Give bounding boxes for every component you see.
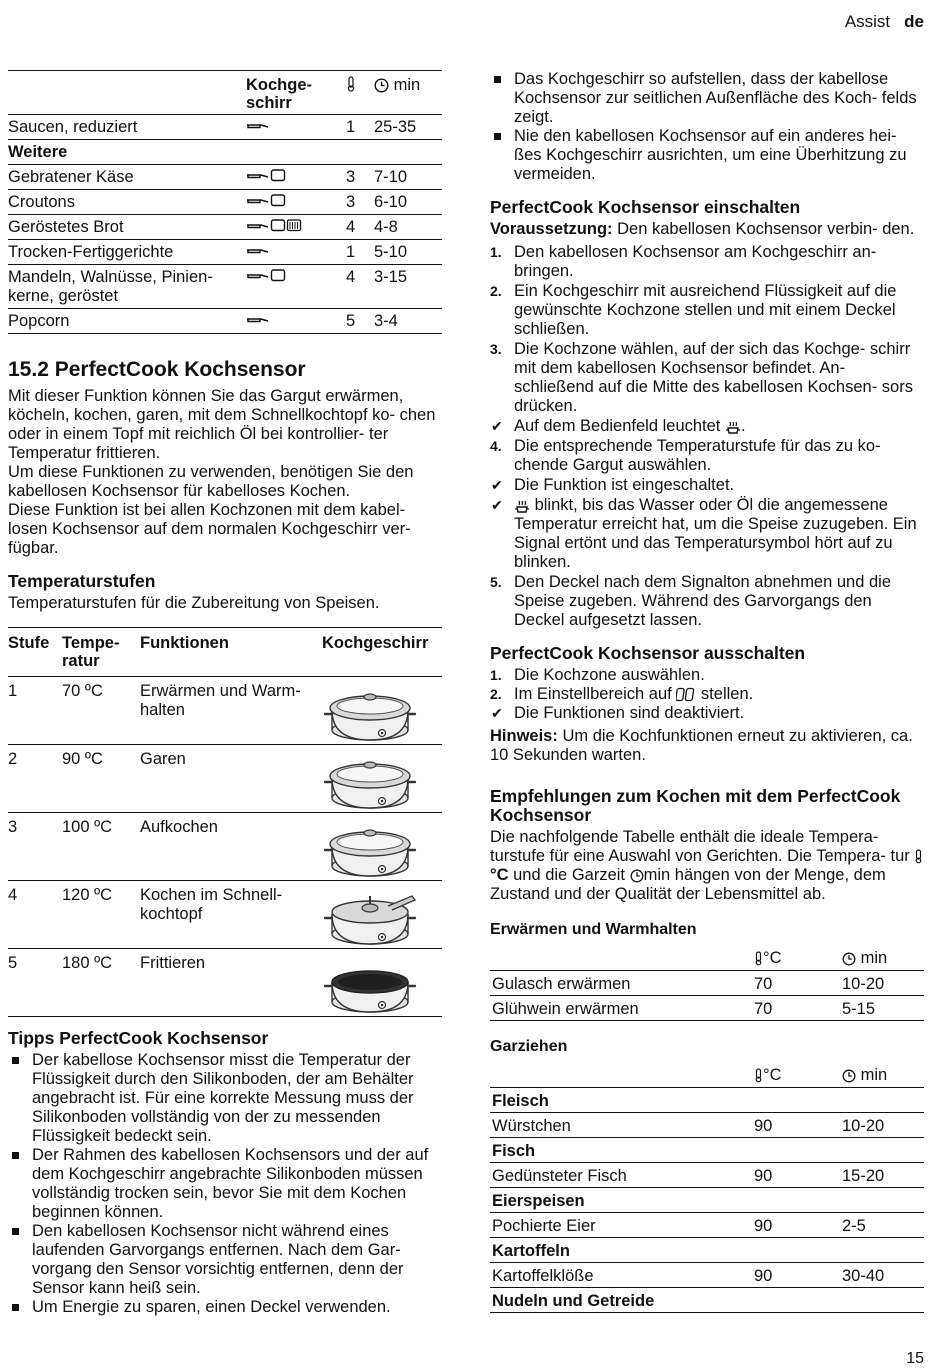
check-item: ✔ blinkt, bis das Wasser oder Öl die angemessene Temperatur erreicht hat, um die Speise zuzugeben. Ein Signal ertönt und das Temperatursymbol hört auf zu blinken. bbox=[491, 496, 917, 571]
temperature: 70 bbox=[752, 971, 840, 996]
dish-name: Kartoffelklöße bbox=[490, 1263, 752, 1288]
pan-icon bbox=[246, 118, 270, 136]
tip-item: Der kabellose Kochsensor misst die Temperatur der Flüssigkeit durch den Silikonboden, der am Behälter angebracht ist. Für eine korrekte Messung muss der Silikonboden vollständig von der zu messenden Flüssigkeit bedeckt sein. bbox=[8, 1051, 442, 1146]
checkmark-icon: ✔ bbox=[491, 497, 503, 513]
level: 4 bbox=[346, 215, 374, 240]
time: 25-35 bbox=[374, 115, 442, 140]
thermometer-icon bbox=[914, 849, 923, 864]
level: 3 bbox=[346, 165, 374, 190]
thermometer-icon bbox=[754, 1068, 763, 1083]
vessel-cell bbox=[246, 265, 346, 309]
vessel-cell bbox=[246, 165, 346, 190]
warm-table-body bbox=[490, 971, 924, 1021]
level: 5 bbox=[346, 309, 374, 334]
group-row bbox=[490, 1088, 924, 1113]
sensor-cooking-icon bbox=[514, 496, 530, 514]
placement-bullets bbox=[490, 70, 924, 184]
tips-list bbox=[8, 1051, 442, 1317]
table-row bbox=[490, 971, 924, 996]
table-row bbox=[8, 309, 442, 334]
page-number: 15 bbox=[906, 1350, 924, 1367]
enable-title: PerfectCook Kochsensor einschalten bbox=[490, 197, 801, 217]
temp-row bbox=[8, 881, 442, 949]
col-func: Funktionen bbox=[140, 634, 229, 652]
vessel-cell bbox=[246, 309, 346, 334]
pan-icon bbox=[246, 243, 270, 261]
temp-row bbox=[8, 677, 442, 745]
temp-row bbox=[8, 745, 442, 813]
left-column bbox=[8, 70, 442, 1317]
stufe: 3 bbox=[8, 813, 62, 881]
temperature: 120 ºC bbox=[62, 881, 140, 949]
temp-levels-table bbox=[8, 627, 442, 1017]
group-row bbox=[490, 1138, 924, 1163]
temp-table-body bbox=[8, 677, 442, 1017]
thermometer-icon bbox=[754, 951, 763, 966]
pan-lid-grill-icon bbox=[246, 218, 302, 236]
cook-level-table bbox=[8, 70, 442, 334]
table-row bbox=[8, 265, 442, 309]
tip-item: Um Energie zu sparen, einen Deckel verwenden. bbox=[8, 1298, 442, 1317]
enable-steps bbox=[490, 243, 924, 630]
temp-row bbox=[8, 949, 442, 1017]
col-stufe: Stufe bbox=[8, 634, 50, 652]
step-item: 3. Die Kochzone wählen, auf der sich das Kochge- schirr mit dem kabellosen Kochsensor befindet. An- schließend auf die Mitte des kabellosen Kochsen- sors drücken. bbox=[490, 340, 913, 415]
clock-icon bbox=[630, 869, 644, 883]
vessel-cell bbox=[246, 190, 346, 215]
warm-title: Erwärmen und Warmhalten bbox=[490, 921, 697, 938]
table-row bbox=[490, 1163, 924, 1188]
time: 7-10 bbox=[374, 165, 442, 190]
table-row bbox=[8, 165, 442, 190]
table-row bbox=[8, 190, 442, 215]
warm-table bbox=[490, 945, 924, 1021]
tips-title: Tipps PerfectCook Kochsensor bbox=[8, 1028, 269, 1048]
function: Garen bbox=[140, 745, 322, 813]
cook-table-header bbox=[8, 71, 442, 115]
step-item: 5. Den Deckel nach dem Signalton abnehmen und die Speise zugeben. Während des Garvorgangs den Deckel aufgesetzt lassen. bbox=[490, 573, 892, 629]
checkmark-icon: ✔ bbox=[491, 477, 503, 493]
hint: Hinweis: Um die Kochfunktionen erneut zu aktivieren, ca. 10 Sekunden warten. bbox=[490, 727, 913, 764]
group-row bbox=[490, 1188, 924, 1213]
clock-icon bbox=[374, 78, 389, 93]
step-item: 2. Ein Kochgeschirr mit ausreichend Flüssigkeit auf die gewünschte Kochzone stellen und mit einem Deckel schließen. bbox=[490, 282, 897, 338]
temperature: 90 bbox=[752, 1213, 840, 1238]
step-item: 2. Im Einstellbereich auf stellen. bbox=[490, 685, 754, 703]
dish-name: Glühwein erwärmen bbox=[490, 996, 752, 1021]
intro-paragraph-3: Diese Funktion ist bei allen Kochzonen mit dem kabel- losen Kochsensor auf dem normalen Kochgeschirr ver- fügbar. bbox=[8, 501, 411, 557]
table-row bbox=[490, 1113, 924, 1138]
dish-name: Würstchen bbox=[490, 1113, 752, 1138]
temp-levels-desc: Temperaturstufen für die Zubereitung von Speisen. bbox=[8, 594, 380, 612]
dish-name: Pochierte Eier bbox=[490, 1213, 752, 1238]
col-time-header: min bbox=[374, 71, 442, 115]
tip-item: Den kabellosen Kochsensor nicht während eines laufenden Garvorgangs entfernen. Nach dem Gar- vorgang den Sensor vorsichtig entfernen, denn der Sensor kann heiß sein. bbox=[8, 1222, 442, 1298]
function: Frittieren bbox=[140, 949, 322, 1017]
vessel-cell bbox=[246, 115, 346, 140]
group-label: Kartoffeln bbox=[490, 1238, 924, 1263]
group-label: Weitere bbox=[8, 140, 442, 165]
vessel-cell bbox=[246, 240, 346, 265]
sensor-cooking-icon bbox=[725, 417, 741, 435]
temperature: 90 bbox=[752, 1263, 840, 1288]
garziehen-table bbox=[490, 1062, 924, 1313]
right-column bbox=[490, 70, 924, 1313]
level: 4 bbox=[346, 265, 374, 309]
stufe: 1 bbox=[8, 677, 62, 745]
level: 1 bbox=[346, 240, 374, 265]
dish-name: Mandeln, Walnüsse, Pinien- kerne, geröstet bbox=[8, 265, 246, 309]
stufe: 4 bbox=[8, 881, 62, 949]
time: 5-10 bbox=[374, 240, 442, 265]
table-row bbox=[8, 115, 442, 140]
checkmark-icon: ✔ bbox=[491, 418, 503, 434]
dish-name: Geröstetes Brot bbox=[8, 215, 246, 240]
group-row bbox=[8, 140, 442, 165]
group-label: Fisch bbox=[490, 1138, 924, 1163]
check-item: ✔ Auf dem Bedienfeld leuchtet . bbox=[491, 417, 746, 435]
temperature: 90 ºC bbox=[62, 745, 140, 813]
table-row bbox=[490, 996, 924, 1021]
col-vessel-header: Kochge- schirr bbox=[246, 76, 312, 112]
check-item: ✔ Die Funktion ist eingeschaltet. bbox=[491, 476, 735, 494]
pot-lid-icon bbox=[322, 818, 442, 880]
vessel-cell bbox=[322, 881, 442, 949]
group-label: Nudeln und Getreide bbox=[490, 1288, 924, 1313]
time: 5-15 bbox=[840, 996, 924, 1021]
dish-name: Trocken-Fertiggerichte bbox=[8, 240, 246, 265]
pot-lid-icon bbox=[322, 682, 442, 744]
header-language: de bbox=[904, 12, 924, 31]
intro-paragraph-1: Mit dieser Funktion können Sie das Gargut erwärmen, köcheln, kochen, garen, mit dem Schnellkochtopf ko- chen oder in einem Topf mit reichlich Öl bei kontrollier- ter Temperatur frittieren. bbox=[8, 387, 436, 462]
cook-table-body bbox=[8, 115, 442, 334]
reco-title: Empfehlungen zum Kochen mit dem PerfectCook Kochsensor bbox=[490, 786, 901, 825]
dish-name: Gulasch erwärmen bbox=[490, 971, 752, 996]
step-item: 4. Die entsprechende Temperaturstufe für das zu ko- chende Gargut auswählen. bbox=[490, 437, 881, 474]
pan-lid-icon bbox=[246, 168, 286, 186]
group-label: Fleisch bbox=[490, 1088, 924, 1113]
time: 4-8 bbox=[374, 215, 442, 240]
garziehen-table-header: °C min bbox=[490, 1062, 924, 1088]
table-row bbox=[8, 240, 442, 265]
zero-zero-display-icon bbox=[676, 687, 696, 702]
dish-name: Popcorn bbox=[8, 309, 246, 334]
disable-steps bbox=[490, 666, 924, 723]
temperature: 180 ºC bbox=[62, 949, 140, 1017]
col-temp: Tempe- ratur bbox=[62, 634, 120, 670]
header-section: Assist bbox=[844, 12, 891, 31]
level: 1 bbox=[346, 115, 374, 140]
function: Erwärmen und Warm- halten bbox=[140, 677, 322, 745]
checkmark-icon: ✔ bbox=[491, 705, 503, 721]
table-row bbox=[490, 1213, 924, 1238]
time: 10-20 bbox=[840, 1113, 924, 1138]
temperature: 70 ºC bbox=[62, 677, 140, 745]
group-label: Eierspeisen bbox=[490, 1188, 924, 1213]
reco-text: Die nachfolgende Tabelle enthält die ideale Tempera- turstufe für eine Auswahl von Gerichten. Die Tempera- tur °C und die Garzeit min hängen von der Menge, dem Zustand und der Qualität der Lebensmittel ab. bbox=[490, 828, 924, 904]
garziehen-table-body bbox=[490, 1088, 924, 1313]
time: 3-15 bbox=[374, 265, 442, 309]
step-item: 1. Den kabellosen Kochsensor am Kochgeschirr an- bringen. bbox=[490, 243, 877, 280]
intro-paragraph-2: Um diese Funktionen zu verwenden, benötigen Sie den kabellosen Kochsensor für kabelloses Kochen. bbox=[8, 463, 414, 500]
tip-item: Der Rahmen des kabellosen Kochsensors und der auf dem Kochgeschirr angebrachte Silikonboden müssen vollständig trocken sein, bevor Sie mit dem Kochen beginnen können. bbox=[8, 1146, 442, 1222]
function: Aufkochen bbox=[140, 813, 322, 881]
bullet-item: Nie den kabellosen Kochsensor auf ein anderes hei- ßes Kochgeschirr ausrichten, um eine Überhitzung zu vermeiden. bbox=[490, 127, 924, 184]
vessel-cell bbox=[322, 745, 442, 813]
step-item: 1. Die Kochzone auswählen. bbox=[490, 666, 705, 684]
pot-oil-icon bbox=[322, 954, 442, 1016]
pan-lid-icon bbox=[246, 268, 286, 286]
stufe: 5 bbox=[8, 949, 62, 1017]
time: 6-10 bbox=[374, 190, 442, 215]
function: Kochen im Schnell- kochtopf bbox=[140, 881, 322, 949]
garziehen-title: Garziehen bbox=[490, 1038, 568, 1055]
table-row bbox=[490, 1263, 924, 1288]
vessel-cell bbox=[322, 813, 442, 881]
warm-table-header: °C min bbox=[490, 945, 924, 971]
table-row bbox=[8, 215, 442, 240]
bullet-item: Das Kochgeschirr so aufstellen, dass der kabellose Kochsensor zur seitlichen Außenfläche des Koch- felds zeigt. bbox=[490, 70, 924, 127]
temperature: 90 bbox=[752, 1163, 840, 1188]
temp-levels-title: Temperaturstufen bbox=[8, 571, 156, 591]
group-row bbox=[490, 1288, 924, 1313]
clock-icon bbox=[842, 952, 856, 966]
dish-name: Gebratener Käse bbox=[8, 165, 246, 190]
vessel-cell bbox=[322, 949, 442, 1017]
check-item: ✔ Die Funktionen sind deaktiviert. bbox=[491, 704, 745, 722]
vessel-cell bbox=[322, 677, 442, 745]
temperature: 100 ºC bbox=[62, 813, 140, 881]
col-vessel: Kochgeschirr bbox=[322, 634, 429, 652]
pan-lid-icon bbox=[246, 193, 286, 211]
pressure-cooker-icon bbox=[322, 886, 442, 948]
clock-icon bbox=[842, 1069, 856, 1083]
prerequisite: Voraussetzung: Den kabellosen Kochsensor verbin- den. bbox=[490, 220, 915, 238]
group-row bbox=[490, 1238, 924, 1263]
temp-table-header bbox=[8, 628, 442, 677]
pot-lid-icon bbox=[322, 750, 442, 812]
thermometer-icon bbox=[346, 71, 374, 115]
dish-name: Saucen, reduziert bbox=[8, 115, 246, 140]
time: 2-5 bbox=[840, 1213, 924, 1238]
time: 10-20 bbox=[840, 971, 924, 996]
pan-icon bbox=[246, 312, 270, 330]
temperature: 90 bbox=[752, 1113, 840, 1138]
dish-name: Croutons bbox=[8, 190, 246, 215]
vessel-cell bbox=[246, 215, 346, 240]
time: 15-20 bbox=[840, 1163, 924, 1188]
time: 30-40 bbox=[840, 1263, 924, 1288]
section-title: 15.2 PerfectCook Kochsensor bbox=[8, 358, 306, 381]
temperature: 70 bbox=[752, 996, 840, 1021]
page-header bbox=[845, 12, 924, 31]
disable-title: PerfectCook Kochsensor ausschalten bbox=[490, 643, 806, 663]
temp-row bbox=[8, 813, 442, 881]
time: 3-4 bbox=[374, 309, 442, 334]
stufe: 2 bbox=[8, 745, 62, 813]
level: 3 bbox=[346, 190, 374, 215]
dish-name: Gedünsteter Fisch bbox=[490, 1163, 752, 1188]
